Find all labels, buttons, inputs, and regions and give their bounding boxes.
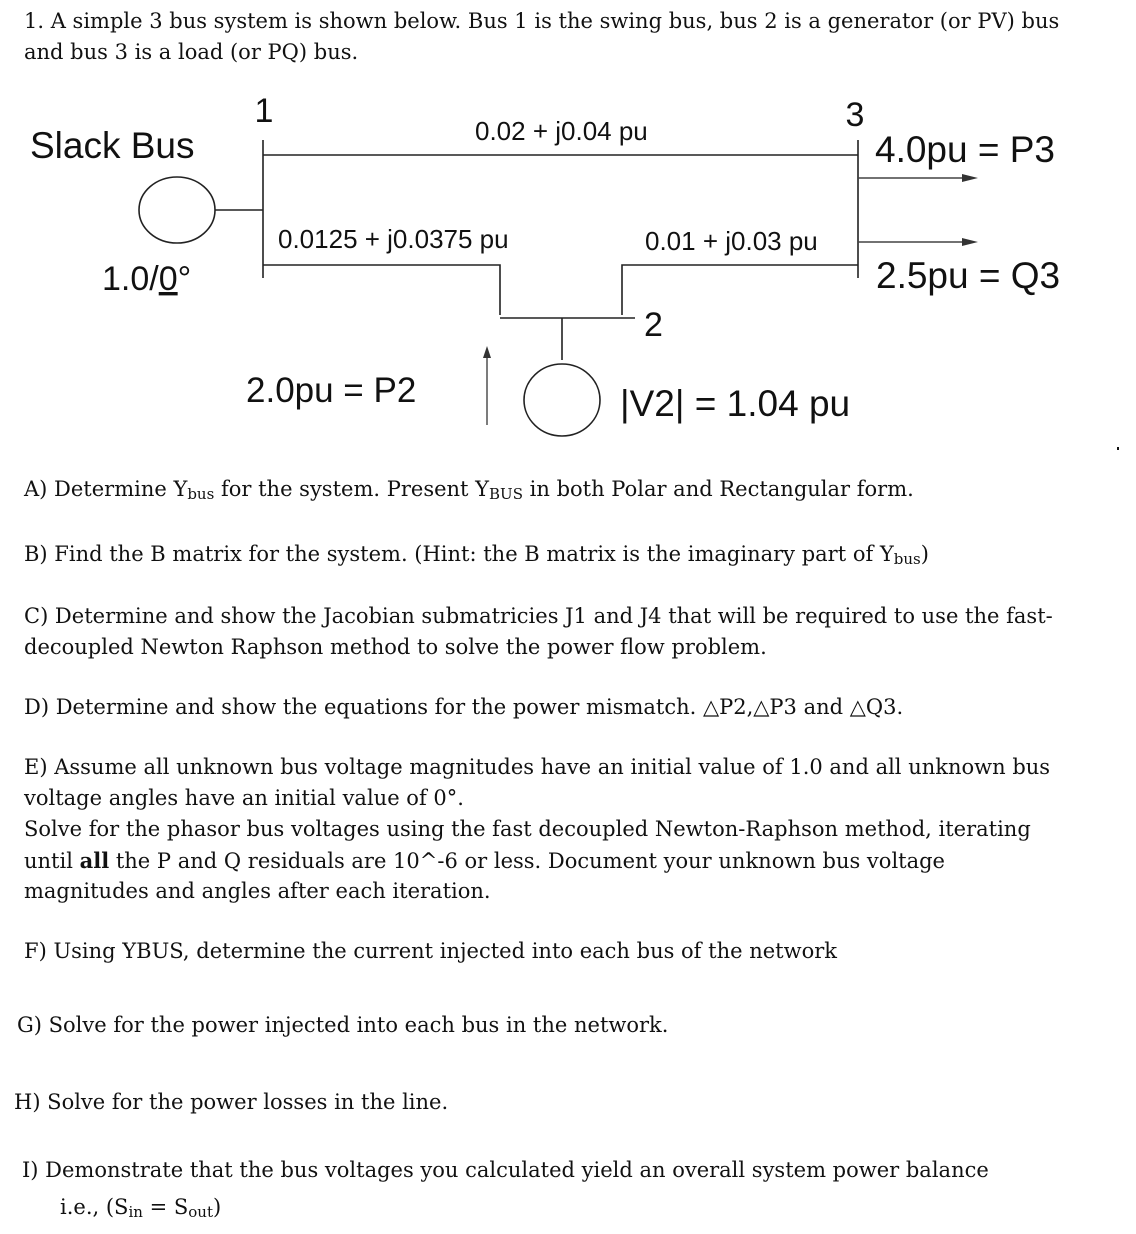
question-c-line-1: C) Determine and show the Jacobian submatricies J1 and J4 that will be required to use the fast- (24, 604, 1053, 628)
question-i-line-2: i.e., (Sin = Sout) (60, 1195, 222, 1221)
line-1-2 (263, 265, 500, 315)
question-e-line-5: magnitudes and angles after each iteration. (24, 879, 491, 903)
bus-2-generator-icon (524, 364, 600, 436)
problem-statement-line-2: and bus 3 is a load (or PQ) bus. (24, 40, 359, 64)
question-i-line-1: I) Demonstrate that the bus voltages you calculated yield an overall system power balance (22, 1158, 989, 1182)
question-g: G) Solve for the power injected into each bus in the network. (17, 1013, 669, 1037)
bus-2-label: 2 (644, 306, 663, 344)
bus-1-label: 1 (254, 92, 274, 130)
question-d: D) Determine and show the equations for the power mismatch. △P2,△P3 and △Q3. (24, 695, 904, 719)
question-c-line-2: decoupled Newton Raphson method to solve the power flow problem. (24, 635, 767, 659)
problem-statement-line-1: 1. A simple 3 bus system is shown below. Bus 1 is the swing bus, bus 2 is a generator (or PV) bus (24, 9, 1060, 33)
question-a: A) Determine Ybus for the system. Present YBUS in both Polar and Rectangular form. (24, 477, 914, 503)
p3-arrow-icon (962, 174, 978, 182)
question-h: H) Solve for the power losses in the line. (14, 1090, 449, 1114)
question-b: B) Find the B matrix for the system. (Hint: the B matrix is the imaginary part of Ybus) (24, 542, 929, 568)
v2-label: |V2| = 1.04 pu (620, 383, 851, 424)
question-e-line-3: Solve for the phasor bus voltages using the fast decoupled Newton-Raphson method, iterating (24, 817, 1031, 841)
slack-generator-icon (139, 177, 215, 243)
bus-3-label: 3 (845, 96, 865, 134)
line-1-3-impedance: 0.02 + j0.04 pu (475, 116, 648, 146)
p2-arrow-icon (483, 346, 491, 358)
line-1-2-impedance: 0.0125 + j0.0375 pu (278, 224, 509, 254)
question-e-line-1: E) Assume all unknown bus voltage magnitudes have an initial value of 1.0 and all unknown bus (24, 755, 1051, 779)
p2-label: 2.0pu = P2 (246, 371, 417, 410)
slack-bus-label: Slack Bus (30, 125, 195, 166)
question-e-line-4: until all the P and Q residuals are 10^-6 or less. Document your unknown bus voltage (24, 848, 945, 873)
line-2-3-impedance: 0.01 + j0.03 pu (645, 226, 818, 256)
q3-arrow-icon (962, 238, 978, 246)
q3-label: 2.5pu = Q3 (876, 255, 1061, 296)
question-e-line-2: voltage angles have an initial value of 0°. (24, 786, 464, 810)
p3-label: 4.0pu = P3 (875, 129, 1056, 170)
three-bus-diagram (0, 80, 1136, 450)
question-f: F) Using YBUS, determine the current injected into each bus of the network (24, 939, 837, 963)
slack-voltage: 1.0/0° (102, 260, 192, 298)
